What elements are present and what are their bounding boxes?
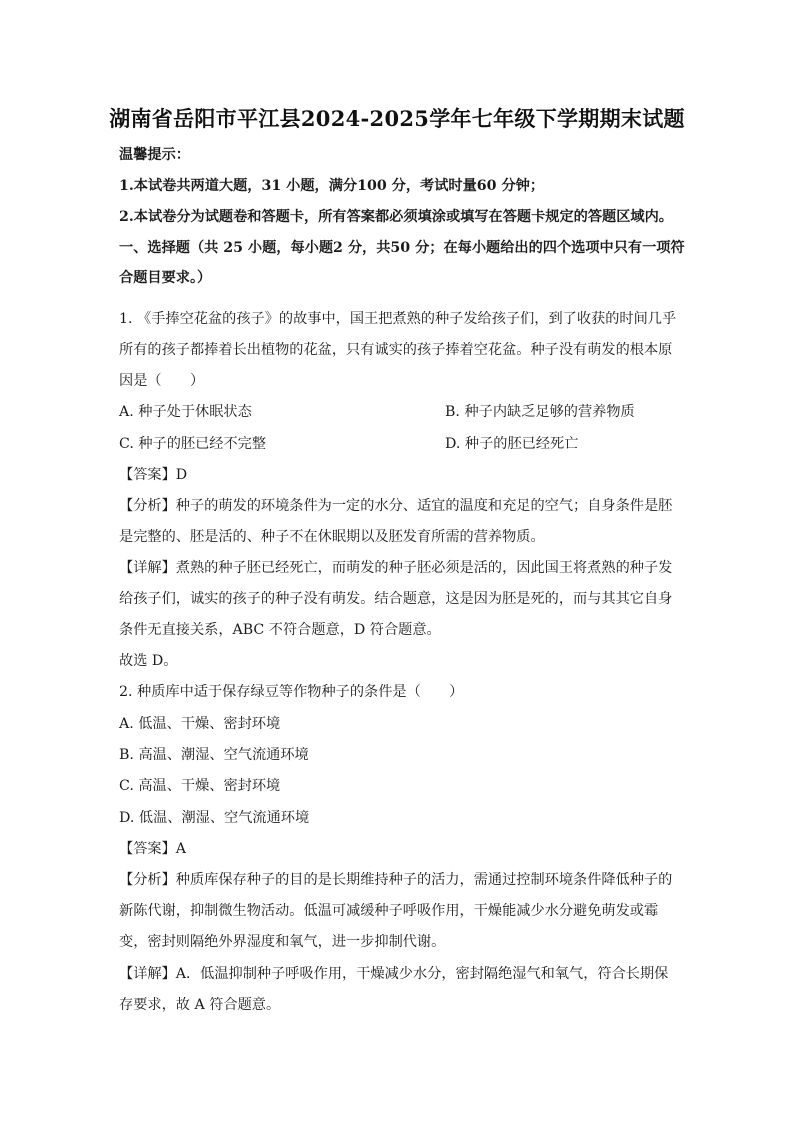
q2-answer: 【答案】A [119, 841, 186, 857]
notice-item-2: 2.本试卷分为试题卷和答题卡，所有答案都必须填涂或填写在答题卡规定的答题区域内。 [119, 209, 673, 225]
q1-option-b: B. 种子内缺乏足够的营养物质 [445, 404, 635, 420]
section-heading-line-1: 一、选择题（共 25 小题，每小题2 分，共50 分；在每小题给出的四个选项中只有一项符 [119, 240, 685, 256]
q2-option-c: C. 高温、干燥、密封环境 [119, 778, 281, 794]
q2-option-a: A. 低温、干燥、密封环境 [119, 716, 281, 732]
q1-option-a: A. 种子处于休眠状态 [119, 404, 252, 420]
q2-analysis-line-2: 新陈代谢，抑制微生物活动。低温可减缓种子呼吸作用，干燥能减少水分避免萌发或霉 [119, 903, 659, 919]
notice-item-1: 1.本试卷共两道大题，31 小题，满分100 分，考试时量60 分钟； [119, 178, 545, 194]
q1-analysis-line-2: 是完整的、胚是活的、种子不在休眠期以及胚发育所需的营养物质。 [119, 529, 545, 545]
q2-analysis-line-1: 【分析】种质库保存种子的目的是长期维持种子的活力，需通过控制环境条件降低种子的 [119, 872, 673, 888]
q2-detail-line-2: 存要求，故 A 符合题意。 [119, 997, 281, 1013]
q1-conclusion: 故选 D。 [119, 653, 178, 669]
q2-analysis-line-3: 变，密封则隔绝外界湿度和氧气，进一步抑制代谢。 [119, 934, 446, 950]
q1-analysis-line-1: 【分析】种子的萌发的环境条件为一定的水分、适宜的温度和充足的空气；自身条件是胚 [119, 498, 673, 514]
q2-option-b: B. 高温、潮湿、空气流通环境 [119, 747, 309, 763]
q2-stem: 2. 种质库中适于保存绿豆等作物种子的条件是（ ） [119, 684, 464, 700]
q1-detail-line-3: 条件无直接关系，ABC 不符合题意，D 符合题意。 [119, 622, 441, 638]
q1-detail-line-1: 【详解】煮熟的种子胚已经死亡，而萌发的种子胚必须是活的，因此国王将煮熟的种子发 [119, 560, 673, 576]
q1-stem-line-2: 所有的孩子都捧着长出植物的花盆，只有诚实的孩子捧着空花盆。种子没有萌发的根本原 [119, 342, 673, 358]
q1-stem-line-1: 1. 《手捧空花盆的孩子》的故事中，国王把煮熟的种子发给孩子们，到了收获的时间几乎 [119, 311, 677, 327]
q1-answer: 【答案】D [119, 467, 188, 483]
section-heading-line-2: 合题目要求。） [119, 270, 212, 286]
q2-detail-line-1: 【详解】A．低温抑制种子呼吸作用，干燥减少水分，密封隔绝湿气和氧气，符合长期保 [119, 966, 669, 982]
q2-option-d: D. 低温、潮湿、空气流通环境 [119, 810, 310, 826]
document-title: 湖南省岳阳市平江县2024-2025学年七年级下学期期末试题 [109, 106, 685, 131]
q1-option-d: D. 种子的胚已经死亡 [445, 436, 579, 452]
q1-option-c: C. 种子的胚已经不完整 [119, 436, 267, 452]
notice-heading: 温馨提示： [119, 147, 190, 163]
q1-stem-line-3: 因是（ ） [119, 373, 205, 389]
q1-detail-line-2: 给孩子们，诚实的孩子的种子没有萌发。结合题意，这是因为胚是死的，而与其其它自身 [119, 591, 673, 607]
